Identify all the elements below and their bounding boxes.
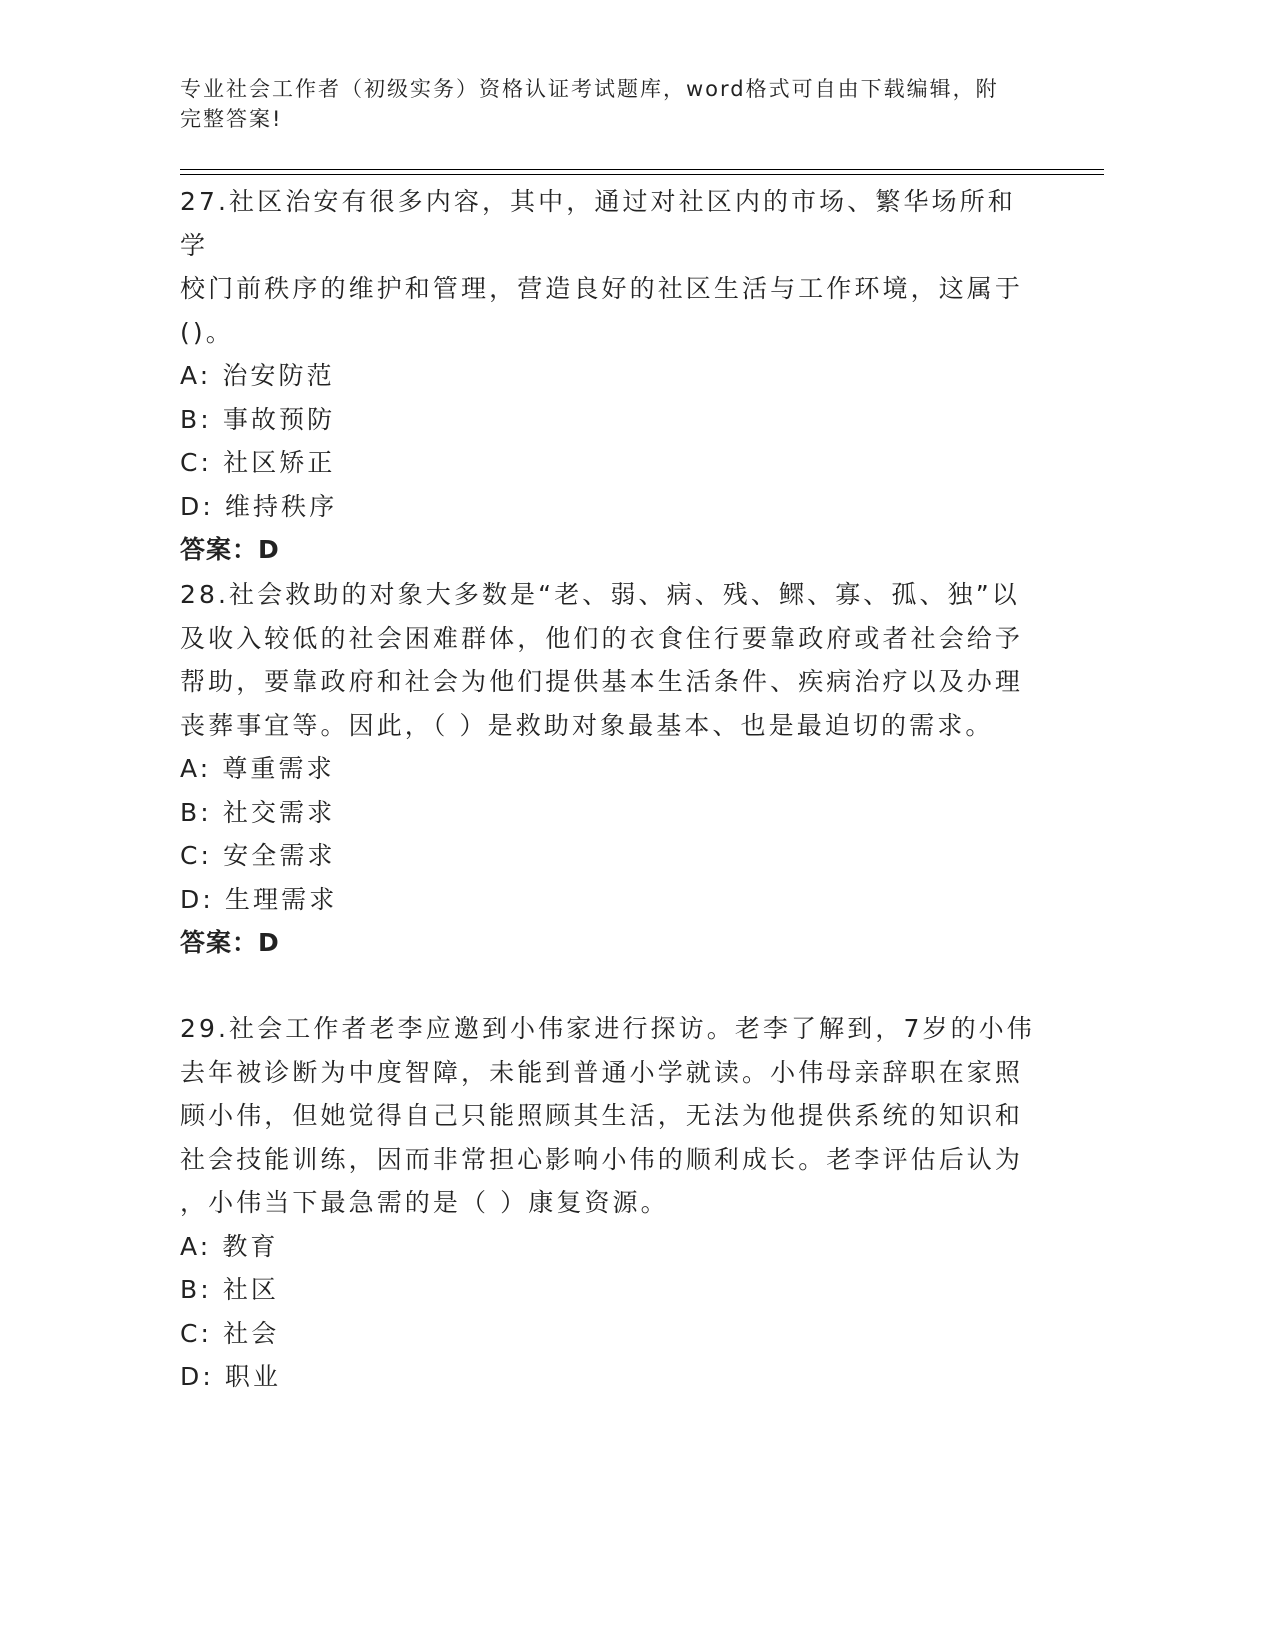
header-divider	[180, 169, 1104, 170]
question-27	[180, 180, 1040, 572]
header-divider	[180, 174, 1104, 175]
option-b: B: 事故预防	[180, 404, 336, 434]
option-d: D: 职业	[180, 1362, 282, 1391]
question-stem-line: 及收入较低的社会困难群体，他们的衣食住行要靠政府或者社会给予	[180, 623, 1024, 653]
question-stem-line: ()。	[180, 317, 234, 347]
option-a: A: 教育	[180, 1231, 279, 1261]
option-c: C: 社会	[180, 1318, 280, 1348]
option-c: C: 社区矫正	[180, 448, 336, 477]
question-stem-line: 29.社会工作者老李应邀到小伟家进行探访。老李了解到，7岁的小伟	[180, 1014, 1035, 1043]
option-c: C: 安全需求	[180, 841, 336, 870]
option-a: A: 尊重需求	[180, 754, 335, 783]
answer-line: 答案：D	[180, 535, 280, 564]
option-b: B: 社交需求	[180, 797, 336, 827]
header-line: 专业社会工作者（初级实务）资格认证考试题库，word格式可自由下载编辑，附	[180, 77, 999, 101]
document-header	[180, 74, 1050, 134]
answer-line: 答案：D	[180, 928, 280, 957]
question-stem-line: 去年被诊断为中度智障，未能到普通小学就读。小伟母亲辞职在家照	[180, 1057, 1024, 1087]
question-28	[180, 573, 1040, 965]
option-d: D: 维持秩序	[180, 491, 338, 521]
question-stem-line: 27.社区治安有很多内容，其中，通过对社区内的市场、繁华场所和学	[180, 187, 1016, 260]
question-stem-line: 帮助，要靠政府和社会为他们提供基本生活条件、疾病治疗以及办理	[180, 667, 1024, 696]
question-stem-line: 28.社会救助的对象大多数是“老、弱、病、残、鳏、寡、孤、独”以	[180, 580, 1020, 609]
question-stem-line: 校门前秩序的维护和管理，营造良好的社区生活与工作环境，这属于	[180, 274, 1024, 303]
question-stem-line: 顾小伟，但她觉得自己只能照顾其生活，无法为他提供系统的知识和	[180, 1101, 1024, 1130]
option-a: A: 治安防范	[180, 361, 335, 390]
question-29	[180, 1007, 1040, 1399]
question-stem-line: ，小伟当下最急需的是（ ）康复资源。	[180, 1188, 669, 1217]
header-line: 完整答案!	[180, 107, 283, 131]
option-d: D: 生理需求	[180, 884, 338, 914]
question-stem-line: 丧葬事宜等。因此，（ ）是救助对象最基本、也是最迫切的需求。	[180, 710, 994, 740]
question-stem-line: 社会技能训练，因而非常担心影响小伟的顺利成长。老李评估后认为	[180, 1144, 1024, 1174]
option-b: B: 社区	[180, 1275, 280, 1304]
